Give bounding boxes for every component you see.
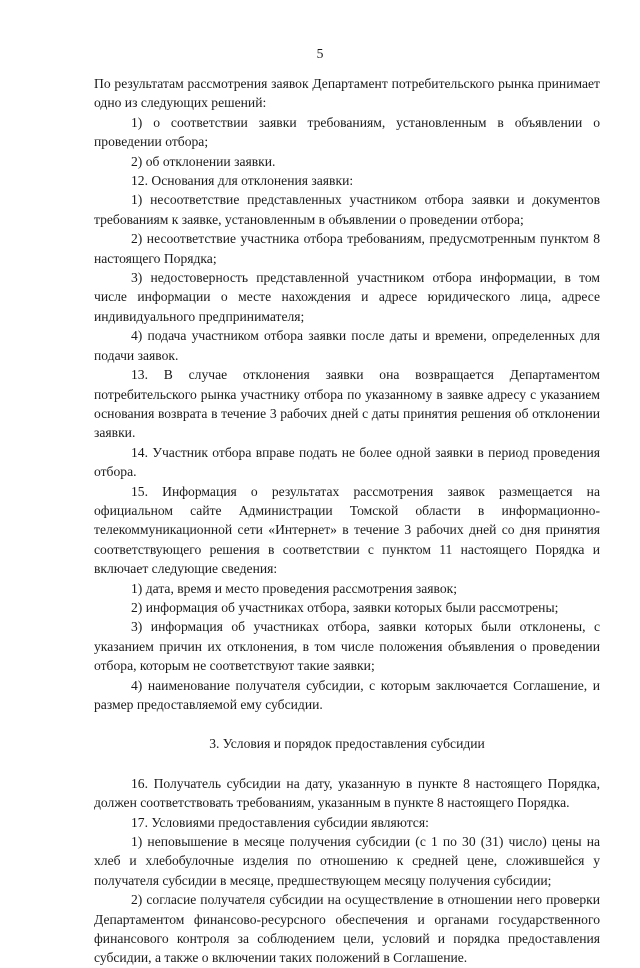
- paragraph: 2) об отклонении заявки.: [131, 153, 276, 169]
- paragraph-block-results: [94, 74, 600, 714]
- paragraph: По результатам рассмотрения заявок Департамент потребительского рынка принимает одно из следующих решений:: [94, 76, 600, 111]
- paragraph: 13. В случае отклонения заявки она возвращается Департаментом потребительского рынка участнику отбора по указанному в заявке адресу с указанием основания возврата в течение 3 рабочих дней с даты принятия решения об отклонении заявки.: [94, 367, 600, 441]
- paragraph: 2) согласие получателя субсидии на осуществление в отношении него проверки Департаментом финансово-ресурсного обеспечения и органами государственного финансового контроля за соблюдением цели, условий и порядка предоставления субсидии, а также о включении таких положений в Соглашение.: [94, 892, 600, 966]
- paragraph: 3) информация об участниках отбора, заявки которых были отклонены, с указанием причин их отклонения, в том числе положения объявления о проведении отбора, которым не соответствуют такие заявки;: [94, 619, 600, 674]
- paragraph: 12. Основания для отклонения заявки:: [131, 173, 354, 189]
- document-body: [94, 74, 600, 968]
- paragraph: 2) несоответствие участника отбора требованиям, предусмотренным пунктом 8 настоящего Порядка;: [94, 231, 600, 266]
- paragraph: 1) дата, время и место проведения рассмотрения заявок;: [131, 580, 458, 596]
- section-heading: 3. Условия и порядок предоставления субсидии: [209, 736, 485, 752]
- paragraph: 1) несоответствие представленных участником отбора заявки и документов требованиям к заявке, установленным в объявлении о проведении отбора;: [94, 192, 600, 227]
- paragraph: 1) о соответствии заявки требованиям, установленным в объявлении о проведении отбора;: [94, 114, 600, 150]
- paragraph: 4) подача участником отбора заявки после даты и времени, определенных для подачи заявок.: [94, 328, 600, 363]
- paragraph: 3) недостоверность представленной участником отбора информации, в том числе информации о месте нахождения и адресе юридического лица, адресе индивидуального предпринимателя;: [94, 270, 600, 324]
- paragraph-block-conditions: [94, 774, 600, 968]
- paragraph: 14. Участник отбора вправе подать не более одной заявки в период проведения отбора.: [94, 444, 600, 480]
- paragraph: 1) неповышение в месяце получения субсидии (с 1 по 30 (31) число) цены на хлеб и хлебобулочные изделия по отношению к средней цене, сложившейся у получателя субсидии в месяце, предшествующем месяцу получения субсидии;: [94, 834, 600, 888]
- paragraph: 4) наименование получателя субсидии, с которым заключается Соглашение, и размер предоставляемой ему субсидии.: [94, 677, 600, 712]
- paragraph: 15. Информация о результатах рассмотрения заявок размещается на официальном сайте Администрации Томской области в информационно-телекоммуникационной сети «Интернет» в течение 3 рабочих дней со дня принятия соответствующего решения в соответствии с пунктом 11 настоящего Порядка и включает следующие сведения:: [94, 483, 600, 577]
- page-number: 5: [316, 46, 324, 61]
- paragraph: 17. Условиями предоставления субсидии являются:: [131, 814, 429, 830]
- paragraph: 2) информация об участниках отбора, заявки которых были рассмотрены;: [131, 599, 559, 615]
- paragraph: 16. Получатель субсидии на дату, указанную в пункте 8 настоящего Порядка, должен соответствовать требованиям, указанным в пункте 8 настоящего Порядка.: [94, 775, 600, 811]
